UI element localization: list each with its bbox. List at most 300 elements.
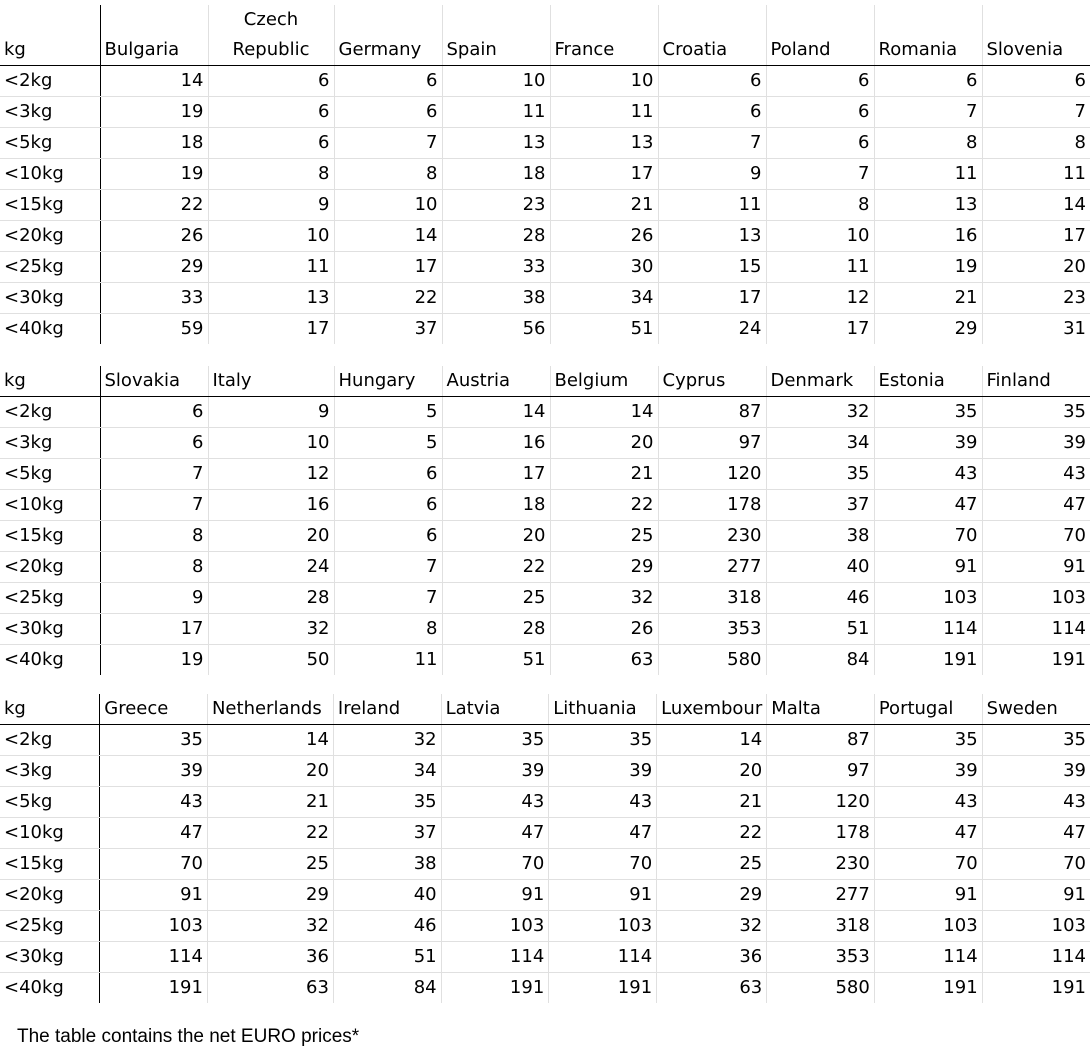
price-cell: 10 xyxy=(208,428,334,459)
price-cell: 43 xyxy=(441,787,549,818)
table-row xyxy=(0,97,1090,128)
price-cell: 13 xyxy=(550,128,658,159)
price-cell: 191 xyxy=(982,645,1090,676)
price-cell: 20 xyxy=(982,252,1090,283)
price-cell: 7 xyxy=(982,97,1090,128)
price-cell: 21 xyxy=(550,190,658,221)
table-row xyxy=(0,614,1090,645)
price-cell: 8 xyxy=(334,614,442,645)
price-cell: 47 xyxy=(549,818,657,849)
price-cell: 35 xyxy=(100,725,208,756)
price-cell: 6 xyxy=(334,459,442,490)
price-cell: 230 xyxy=(658,521,766,552)
price-cell: 43 xyxy=(982,459,1090,490)
price-cell: 91 xyxy=(982,880,1090,911)
table-row xyxy=(0,787,1090,818)
price-cell: 47 xyxy=(874,818,982,849)
price-cell: 14 xyxy=(207,725,333,756)
weight-cell: <15kg xyxy=(0,190,100,221)
price-cell: 29 xyxy=(207,880,333,911)
price-cell: 7 xyxy=(100,459,208,490)
price-cell: 120 xyxy=(658,459,766,490)
footnote: The table contains the net EURO prices* xyxy=(17,1026,360,1047)
price-cell: 6 xyxy=(208,97,334,128)
weight-cell: <10kg xyxy=(0,490,100,521)
price-cell: 580 xyxy=(658,645,766,676)
price-cell: 35 xyxy=(441,725,549,756)
table-row xyxy=(0,880,1090,911)
table-row xyxy=(0,552,1090,583)
price-cell: 11 xyxy=(658,190,766,221)
price-cell: 9 xyxy=(100,583,208,614)
price-cell: 10 xyxy=(550,66,658,97)
price-cell: 11 xyxy=(550,97,658,128)
price-cell: 56 xyxy=(442,314,550,345)
price-cell: 70 xyxy=(982,521,1090,552)
price-cell: 43 xyxy=(100,787,208,818)
price-cell: 63 xyxy=(550,645,658,676)
price-cell: 7 xyxy=(874,97,982,128)
price-cell: 6 xyxy=(100,428,208,459)
country-header: Lithuania xyxy=(549,694,657,725)
price-cell: 191 xyxy=(982,973,1090,1004)
price-cell: 36 xyxy=(207,942,333,973)
price-cell: 25 xyxy=(550,521,658,552)
header-row xyxy=(0,694,1090,725)
price-cell: 12 xyxy=(208,459,334,490)
price-cell: 63 xyxy=(657,973,767,1004)
price-cell: 28 xyxy=(208,583,334,614)
price-cell: 43 xyxy=(874,787,982,818)
table-row xyxy=(0,725,1090,756)
price-cell: 33 xyxy=(100,283,208,314)
price-cell: 32 xyxy=(208,614,334,645)
price-cell: 29 xyxy=(874,314,982,345)
price-cell: 191 xyxy=(549,973,657,1004)
price-cell: 97 xyxy=(658,428,766,459)
price-cell: 191 xyxy=(441,973,549,1004)
price-cell: 17 xyxy=(982,221,1090,252)
weight-column-header: kg xyxy=(0,366,100,397)
price-cell: 70 xyxy=(982,849,1090,880)
price-cell: 46 xyxy=(766,583,874,614)
price-cell: 114 xyxy=(100,942,208,973)
price-cell: 114 xyxy=(874,614,982,645)
price-cell: 32 xyxy=(657,911,767,942)
price-cell: 51 xyxy=(550,314,658,345)
price-cell: 91 xyxy=(100,880,208,911)
price-cell: 20 xyxy=(550,428,658,459)
price-cell: 47 xyxy=(100,818,208,849)
price-cell: 103 xyxy=(441,911,549,942)
country-header: Poland xyxy=(766,5,874,66)
price-cell: 26 xyxy=(100,221,208,252)
price-cell: 6 xyxy=(766,128,874,159)
price-cell: 10 xyxy=(442,66,550,97)
country-header: Netherlands xyxy=(207,694,333,725)
price-cell: 38 xyxy=(442,283,550,314)
table-row xyxy=(0,645,1090,676)
price-cell: 35 xyxy=(982,397,1090,428)
price-cell: 37 xyxy=(766,490,874,521)
price-cell: 5 xyxy=(334,397,442,428)
price-cell: 29 xyxy=(550,552,658,583)
price-cell: 114 xyxy=(874,942,982,973)
price-cell: 59 xyxy=(100,314,208,345)
price-cell: 47 xyxy=(982,490,1090,521)
price-cell: 21 xyxy=(550,459,658,490)
price-cell: 318 xyxy=(767,911,875,942)
price-cell: 25 xyxy=(657,849,767,880)
price-cell: 103 xyxy=(874,911,982,942)
price-cell: 8 xyxy=(100,521,208,552)
price-cell: 14 xyxy=(442,397,550,428)
price-cell: 26 xyxy=(550,221,658,252)
price-cell: 10 xyxy=(208,221,334,252)
price-cell: 14 xyxy=(550,397,658,428)
price-cell: 18 xyxy=(442,159,550,190)
price-cell: 6 xyxy=(766,97,874,128)
country-header: France xyxy=(550,5,658,66)
price-cell: 6 xyxy=(874,66,982,97)
price-cell: 14 xyxy=(334,221,442,252)
price-cell: 16 xyxy=(874,221,982,252)
price-cell: 6 xyxy=(208,66,334,97)
price-cell: 39 xyxy=(982,428,1090,459)
price-cell: 318 xyxy=(658,583,766,614)
price-cell: 13 xyxy=(874,190,982,221)
price-cell: 35 xyxy=(549,725,657,756)
table-row xyxy=(0,221,1090,252)
price-cell: 32 xyxy=(550,583,658,614)
price-cell: 14 xyxy=(982,190,1090,221)
price-cell: 7 xyxy=(334,128,442,159)
price-cell: 11 xyxy=(766,252,874,283)
price-cell: 23 xyxy=(442,190,550,221)
price-cell: 22 xyxy=(100,190,208,221)
price-cell: 8 xyxy=(334,159,442,190)
price-cell: 20 xyxy=(442,521,550,552)
weight-cell: <5kg xyxy=(0,459,100,490)
price-cell: 8 xyxy=(982,128,1090,159)
weight-cell: <3kg xyxy=(0,756,100,787)
table-row xyxy=(0,973,1090,1004)
table-row xyxy=(0,583,1090,614)
table-row xyxy=(0,283,1090,314)
price-cell: 34 xyxy=(333,756,441,787)
price-cell: 20 xyxy=(657,756,767,787)
weight-cell: <3kg xyxy=(0,428,100,459)
table-row xyxy=(0,490,1090,521)
price-table-2 xyxy=(0,366,1090,675)
price-cell: 277 xyxy=(658,552,766,583)
price-cell: 18 xyxy=(100,128,208,159)
price-cell: 19 xyxy=(874,252,982,283)
price-cell: 114 xyxy=(549,942,657,973)
weight-cell: <40kg xyxy=(4,318,64,339)
weight-cell: <20kg xyxy=(0,221,100,252)
table-row xyxy=(0,314,1090,345)
table-row xyxy=(0,252,1090,283)
country-header: Italy xyxy=(208,366,334,397)
price-cell: 34 xyxy=(766,428,874,459)
price-cell: 7 xyxy=(334,583,442,614)
price-cell: 21 xyxy=(657,787,767,818)
price-cell: 17 xyxy=(100,614,208,645)
price-cell: 230 xyxy=(767,849,875,880)
weight-cell: <2kg xyxy=(0,397,100,428)
table-row xyxy=(0,459,1090,490)
country-header: Denmark xyxy=(766,366,874,397)
weight-cell: <25kg xyxy=(0,583,100,614)
price-cell: 8 xyxy=(100,552,208,583)
price-cell: 6 xyxy=(334,521,442,552)
weight-cell: <2kg xyxy=(0,725,100,756)
table-row xyxy=(0,428,1090,459)
price-cell: 35 xyxy=(766,459,874,490)
price-cell: 25 xyxy=(207,849,333,880)
table-row xyxy=(0,128,1090,159)
price-cell: 70 xyxy=(874,521,982,552)
price-cell: 20 xyxy=(207,756,333,787)
price-cell: 35 xyxy=(874,725,982,756)
price-cell: 51 xyxy=(766,614,874,645)
country-header: Ireland xyxy=(333,694,441,725)
table-row xyxy=(0,159,1090,190)
price-cell: 34 xyxy=(550,283,658,314)
price-cell: 7 xyxy=(658,128,766,159)
price-cell: 178 xyxy=(767,818,875,849)
price-cell: 35 xyxy=(333,787,441,818)
country-header: Austria xyxy=(442,366,550,397)
price-cell: 28 xyxy=(442,221,550,252)
country-header: Bulgaria xyxy=(100,5,208,66)
price-cell: 63 xyxy=(207,973,333,1004)
price-cell: 31 xyxy=(982,314,1090,345)
price-cell: 6 xyxy=(982,66,1090,97)
country-header: Germany xyxy=(334,5,442,66)
price-cell: 23 xyxy=(982,283,1090,314)
price-cell: 6 xyxy=(766,66,874,97)
price-cell: 7 xyxy=(100,490,208,521)
price-cell: 91 xyxy=(874,880,982,911)
price-cell: 17 xyxy=(208,314,334,345)
weight-cell: <2kg xyxy=(0,66,100,97)
table-row xyxy=(0,521,1090,552)
price-cell: 103 xyxy=(549,911,657,942)
price-cell: 50 xyxy=(208,645,334,676)
price-cell: 40 xyxy=(333,880,441,911)
price-cell: 6 xyxy=(334,97,442,128)
price-cell: 39 xyxy=(874,428,982,459)
country-header: Estonia xyxy=(874,366,982,397)
price-cell: 46 xyxy=(333,911,441,942)
price-cell: 32 xyxy=(766,397,874,428)
weight-cell: <40kg xyxy=(4,977,64,998)
price-cell: 22 xyxy=(442,552,550,583)
price-cell: 47 xyxy=(874,490,982,521)
price-cell: 17 xyxy=(766,314,874,345)
table-row xyxy=(0,190,1090,221)
price-cell: 39 xyxy=(982,756,1090,787)
price-cell: 70 xyxy=(441,849,549,880)
price-cell: 22 xyxy=(334,283,442,314)
price-cell: 20 xyxy=(208,521,334,552)
price-cell: 24 xyxy=(208,552,334,583)
price-table-1 xyxy=(0,5,1090,344)
weight-cell: <10kg xyxy=(0,818,100,849)
price-cell: 84 xyxy=(333,973,441,1004)
price-cell: 11 xyxy=(334,645,442,676)
table-row xyxy=(0,818,1090,849)
country-header: Slovakia xyxy=(100,366,208,397)
price-cell: 9 xyxy=(208,397,334,428)
price-cell: 47 xyxy=(441,818,549,849)
price-cell: 114 xyxy=(982,942,1090,973)
table-row xyxy=(0,397,1090,428)
price-cell: 6 xyxy=(100,397,208,428)
price-cell: 87 xyxy=(767,725,875,756)
country-header: Malta xyxy=(767,694,875,725)
weight-cell: <5kg xyxy=(0,128,100,159)
price-cell: 8 xyxy=(766,190,874,221)
price-cell: 21 xyxy=(207,787,333,818)
weight-column-header: kg xyxy=(0,694,100,725)
price-cell: 91 xyxy=(874,552,982,583)
country-header: Hungary xyxy=(334,366,442,397)
price-cell: 191 xyxy=(100,973,208,1004)
price-cell: 38 xyxy=(333,849,441,880)
price-cell: 43 xyxy=(874,459,982,490)
header-row xyxy=(0,366,1090,397)
price-cell: 30 xyxy=(550,252,658,283)
price-cell: 70 xyxy=(100,849,208,880)
price-cell: 70 xyxy=(874,849,982,880)
price-cell: 16 xyxy=(442,428,550,459)
price-table-3 xyxy=(0,694,1090,1003)
price-cell: 8 xyxy=(874,128,982,159)
price-cell: 24 xyxy=(658,314,766,345)
country-header: Czech Republic xyxy=(208,5,334,66)
price-cell: 47 xyxy=(982,818,1090,849)
price-cell: 29 xyxy=(100,252,208,283)
table-row xyxy=(0,756,1090,787)
country-header: Spain xyxy=(442,5,550,66)
price-cell: 114 xyxy=(441,942,549,973)
price-cell: 19 xyxy=(100,159,208,190)
price-cell: 22 xyxy=(207,818,333,849)
price-cell: 11 xyxy=(442,97,550,128)
price-cell: 9 xyxy=(208,190,334,221)
country-header: Luxembour xyxy=(657,694,767,725)
weight-cell: <30kg xyxy=(0,614,100,645)
price-cell: 114 xyxy=(982,614,1090,645)
price-cell: 353 xyxy=(767,942,875,973)
price-cell: 6 xyxy=(334,490,442,521)
country-header: Finland xyxy=(982,366,1090,397)
price-cell: 29 xyxy=(657,880,767,911)
price-cell: 13 xyxy=(208,283,334,314)
price-cell: 11 xyxy=(874,159,982,190)
price-cell: 353 xyxy=(658,614,766,645)
country-header: Romania xyxy=(874,5,982,66)
price-cell: 15 xyxy=(658,252,766,283)
price-cell: 19 xyxy=(100,645,208,676)
price-cell: 43 xyxy=(549,787,657,818)
price-cell: 87 xyxy=(658,397,766,428)
price-cell: 39 xyxy=(549,756,657,787)
price-cell: 17 xyxy=(658,283,766,314)
price-cell: 8 xyxy=(208,159,334,190)
price-cell: 39 xyxy=(441,756,549,787)
price-cell: 11 xyxy=(208,252,334,283)
price-cell: 580 xyxy=(767,973,875,1004)
price-cell: 103 xyxy=(100,911,208,942)
price-cell: 26 xyxy=(550,614,658,645)
price-cell: 13 xyxy=(442,128,550,159)
price-cell: 91 xyxy=(982,552,1090,583)
table-row xyxy=(0,66,1090,97)
price-cell: 70 xyxy=(549,849,657,880)
price-cell: 9 xyxy=(658,159,766,190)
price-cell: 19 xyxy=(100,97,208,128)
country-header: Portugal xyxy=(874,694,982,725)
price-cell: 91 xyxy=(441,880,549,911)
price-cell: 103 xyxy=(982,911,1090,942)
country-header: Belgium xyxy=(550,366,658,397)
price-cell: 39 xyxy=(874,756,982,787)
price-cell: 35 xyxy=(982,725,1090,756)
price-cell: 17 xyxy=(442,459,550,490)
country-header: Croatia xyxy=(658,5,766,66)
weight-cell: <15kg xyxy=(0,849,100,880)
price-cell: 17 xyxy=(550,159,658,190)
price-cell: 12 xyxy=(766,283,874,314)
price-cell: 6 xyxy=(208,128,334,159)
country-header: Greece xyxy=(100,694,208,725)
price-cell: 28 xyxy=(442,614,550,645)
price-cell: 7 xyxy=(334,552,442,583)
price-cell: 277 xyxy=(767,880,875,911)
weight-cell: <3kg xyxy=(0,97,100,128)
price-cell: 5 xyxy=(334,428,442,459)
price-cell: 6 xyxy=(658,66,766,97)
weight-cell: <40kg xyxy=(4,649,64,670)
table-row xyxy=(0,911,1090,942)
price-cell: 35 xyxy=(874,397,982,428)
price-cell: 43 xyxy=(982,787,1090,818)
price-cell: 91 xyxy=(549,880,657,911)
price-cell: 103 xyxy=(874,583,982,614)
price-cell: 97 xyxy=(767,756,875,787)
weight-cell: <5kg xyxy=(0,787,100,818)
weight-cell: <30kg xyxy=(0,283,100,314)
price-cell: 14 xyxy=(100,66,208,97)
price-cell: 33 xyxy=(442,252,550,283)
country-header: Latvia xyxy=(441,694,549,725)
country-header: Cyprus xyxy=(658,366,766,397)
price-cell: 37 xyxy=(334,314,442,345)
price-cell: 32 xyxy=(333,725,441,756)
price-cell: 191 xyxy=(874,973,982,1004)
price-cell: 6 xyxy=(658,97,766,128)
price-cell: 13 xyxy=(658,221,766,252)
weight-cell: <25kg xyxy=(0,252,100,283)
weight-cell: <25kg xyxy=(0,911,100,942)
price-cell: 40 xyxy=(766,552,874,583)
price-cell: 18 xyxy=(442,490,550,521)
price-cell: 21 xyxy=(874,283,982,314)
